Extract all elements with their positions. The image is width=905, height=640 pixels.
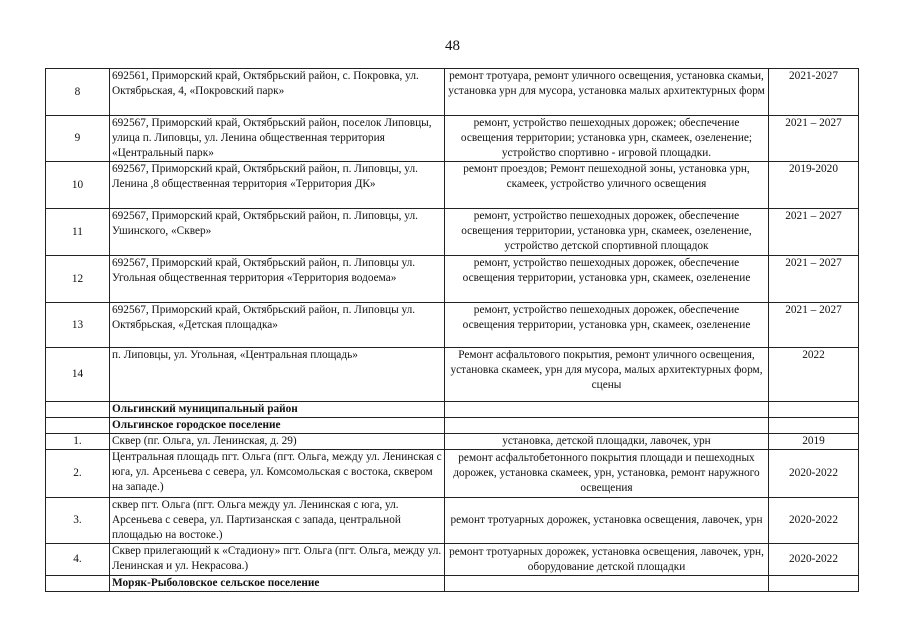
period-cell — [769, 418, 859, 434]
address-cell: Сквер прилегающий к «Стадиону» пгт. Ольга (пгт. Ольга, между ул. Ленинская и ул. Некрасова.) — [110, 544, 445, 576]
table-row — [46, 498, 859, 544]
table-body — [46, 69, 859, 592]
row-number-cell — [46, 576, 110, 592]
period-cell: 2019 — [769, 434, 859, 450]
object-table — [45, 68, 859, 592]
table-row — [46, 209, 859, 256]
page-number: 48 — [445, 38, 460, 54]
works-cell: ремонт, устройство пешеходных дорожек, обеспечение освещения территории, установка урн, скамеек, озеленение, устройство детской спортивной площадок — [445, 209, 769, 256]
row-number-cell: 1. — [46, 434, 110, 450]
period-cell: 2021 – 2027 — [769, 209, 859, 256]
table-row — [46, 256, 859, 303]
row-number-cell: 12 — [46, 256, 110, 303]
section-row — [46, 576, 859, 592]
period-cell: 2020-2022 — [769, 498, 859, 544]
period-cell: 2022 — [769, 348, 859, 402]
address-cell: п. Липовцы, ул. Угольная, «Центральная площадь» — [110, 348, 445, 402]
row-number-cell: 8 — [46, 69, 110, 116]
table-row — [46, 303, 859, 348]
address-cell: 692567, Приморский край, Октябрьский район, п. Липовцы ул. Угольная общественная территория «Территория водоема» — [110, 256, 445, 303]
period-cell: 2020-2022 — [769, 544, 859, 576]
period-cell: 2019-2020 — [769, 162, 859, 209]
section-row — [46, 402, 859, 418]
period-cell: 2021 – 2027 — [769, 256, 859, 303]
works-cell: ремонт тротуарных дорожек, установка освещения, лавочек, урн — [445, 498, 769, 544]
row-number-cell: 9 — [46, 116, 110, 162]
table-row — [46, 434, 859, 450]
row-number-cell — [46, 402, 110, 418]
table-row — [46, 544, 859, 576]
address-cell: сквер пгт. Ольга (пгт. Ольга между ул. Ленинская с юга, ул. Арсеньева с севера, ул. Партизанская с запада, центральной площадью на востоке.) — [110, 498, 445, 544]
works-cell: установка, детской площадки, лавочек, урн — [445, 434, 769, 450]
works-cell — [445, 402, 769, 418]
works-cell: Ремонт асфальтового покрытия, ремонт уличного освещения, установка скамеек, урн для мусора, малых архитектурных форм, сцены — [445, 348, 769, 402]
works-cell: ремонт асфальтобетонного покрытия площади и пешеходных дорожек, установка скамеек, урн, установка, ремонт наружного освещения — [445, 450, 769, 498]
section-title: Моряк-Рыболовское сельское поселение — [110, 576, 445, 592]
address-cell: 692567, Приморский край, Октябрьский район, п. Липовцы ул. Октябрьская, «Детская площадка» — [110, 303, 445, 348]
table-row — [46, 348, 859, 402]
row-number-cell — [46, 418, 110, 434]
address-cell: 692567, Приморский край, Октябрьский район, п. Липовцы, ул. Ленина ,8 общественная территория «Территория ДК» — [110, 162, 445, 209]
table-row — [46, 69, 859, 116]
period-cell: 2021 – 2027 — [769, 303, 859, 348]
works-cell — [445, 418, 769, 434]
table-row — [46, 450, 859, 498]
row-number-cell: 11 — [46, 209, 110, 256]
period-cell — [769, 402, 859, 418]
works-cell: ремонт тротуара, ремонт уличного освещения, установка скамьи, установка урн для мусора, установка малых архитектурных форм — [445, 69, 769, 116]
period-cell: 2020-2022 — [769, 450, 859, 498]
works-cell: ремонт, устройство пешеходных дорожек, обеспечение освещения территории, установка урн, скамеек, озеленение — [445, 303, 769, 348]
section-title: Ольгинское городское поселение — [110, 418, 445, 434]
period-cell: 2021 – 2027 — [769, 116, 859, 162]
row-number-cell: 10 — [46, 162, 110, 209]
row-number-cell: 3. — [46, 498, 110, 544]
address-cell: Сквер (пг. Ольга, ул. Ленинская, д. 29) — [110, 434, 445, 450]
table-row — [46, 162, 859, 209]
section-title: Ольгинский муниципальный район — [110, 402, 445, 418]
works-cell: ремонт, устройство пешеходных дорожек, обеспечение освещения территории, установка урн, скамеек, озеленение — [445, 256, 769, 303]
period-cell — [769, 576, 859, 592]
works-cell: ремонт тротуарных дорожек, установка освещения, лавочек, урн, оборудование детской площадки — [445, 544, 769, 576]
works-cell: ремонт, устройство пешеходных дорожек; обеспечение освещения территории; установка урн, скамеек, озеленение; устройство спортивно - игровой площадки. — [445, 116, 769, 162]
row-number-cell: 13 — [46, 303, 110, 348]
address-cell: Центральная площадь пгт. Ольга (пгт. Ольга, между ул. Ленинская с юга, ул. Арсеньева с севера, ул. Комсомольская с востока, сквером на западе.) — [110, 450, 445, 498]
row-number-cell: 2. — [46, 450, 110, 498]
address-cell: 692561, Приморский край, Октябрьский район, с. Покровка, ул. Октябрьская, 4, «Покровский парк» — [110, 69, 445, 116]
works-cell — [445, 576, 769, 592]
address-cell: 692567, Приморский край, Октябрьский район, поселок Липовцы, улица п. Липовцы, ул. Ленина общественная территория «Центральный парк» — [110, 116, 445, 162]
works-cell: ремонт проездов; Ремонт пешеходной зоны, установка урн, скамеек, устройство уличного освещения — [445, 162, 769, 209]
address-cell: 692567, Приморский край, Октябрьский район, п. Липовцы, ул. Ушинского, «Сквер» — [110, 209, 445, 256]
row-number-cell: 4. — [46, 544, 110, 576]
section-row — [46, 418, 859, 434]
row-number-cell: 14 — [46, 348, 110, 402]
table-row — [46, 116, 859, 162]
period-cell: 2021-2027 — [769, 69, 859, 116]
